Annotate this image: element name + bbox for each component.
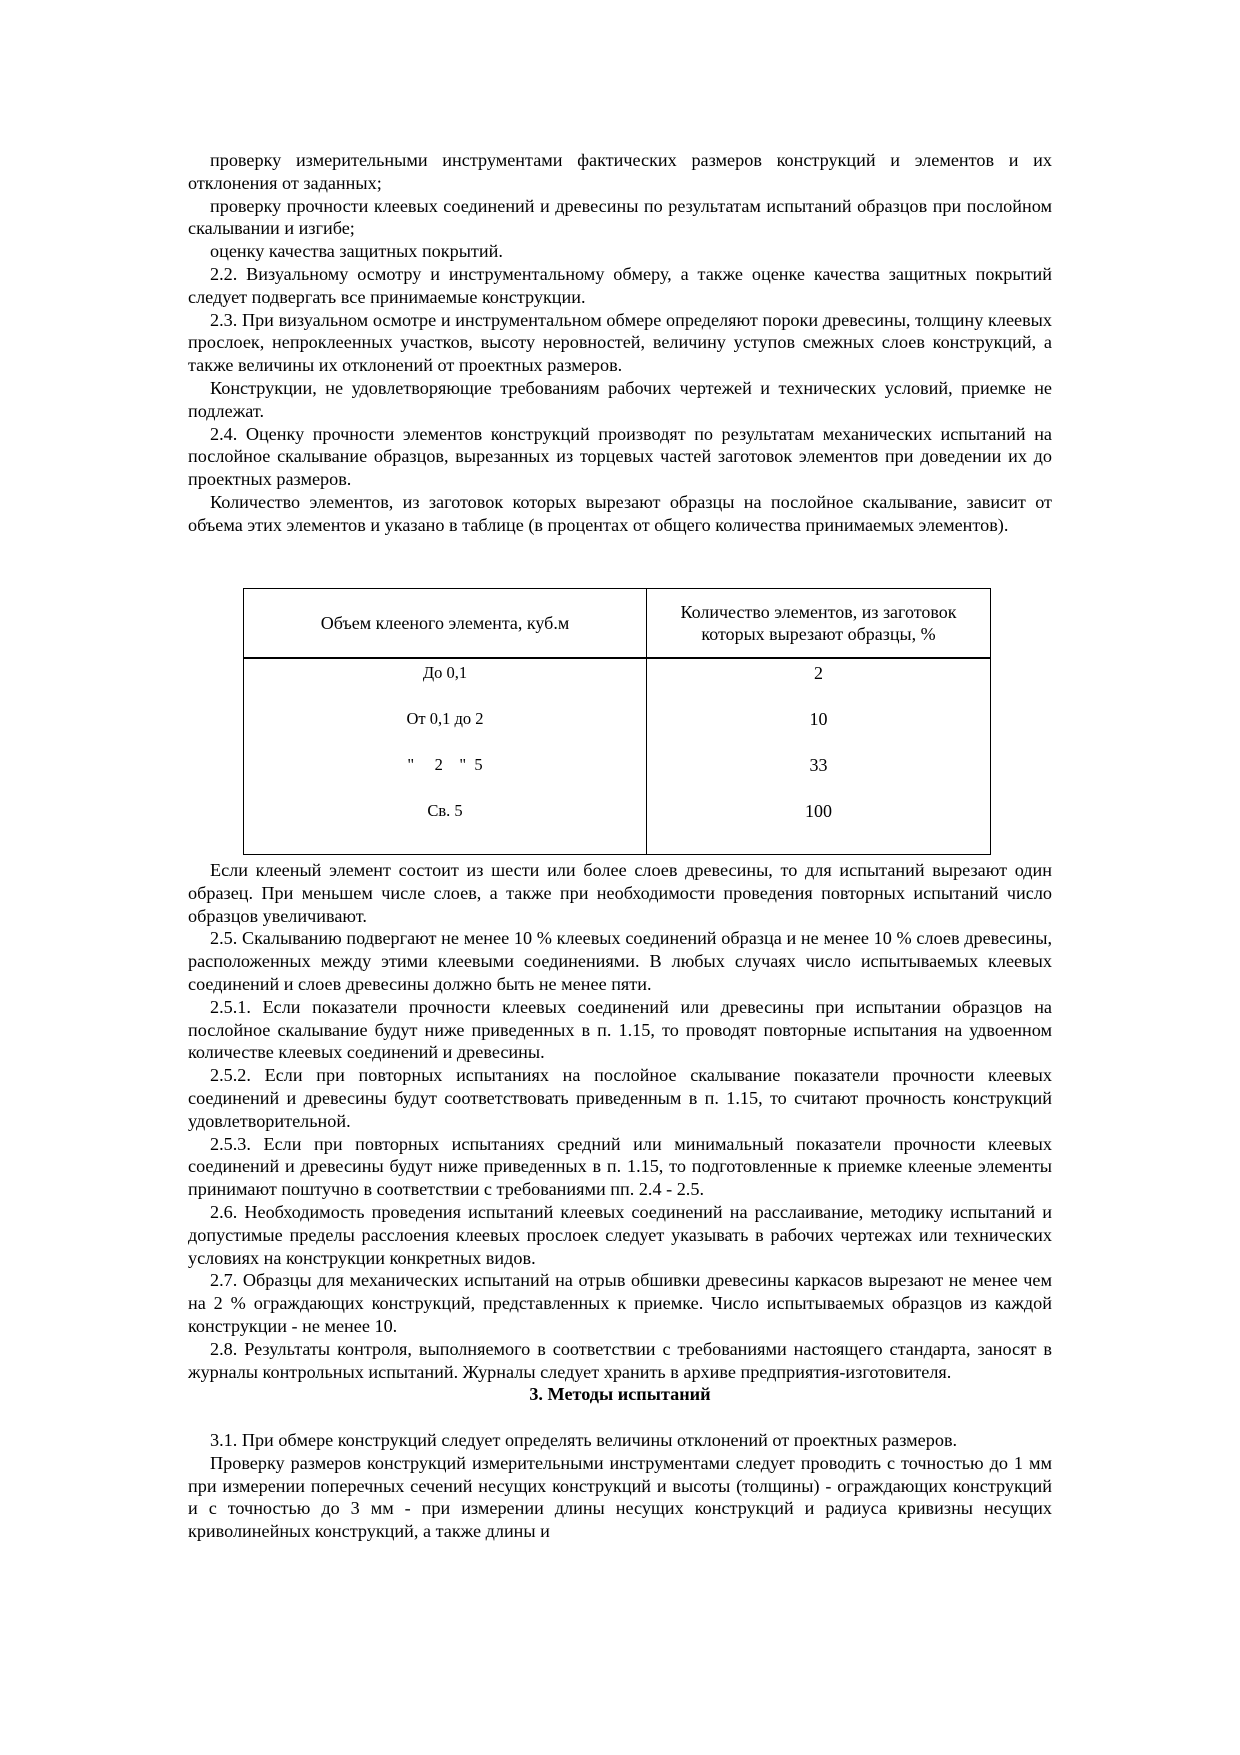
text-block-top [188, 149, 1052, 537]
paragraph: 2.5.1. Если показатели прочности клеевых соединений или древесины при испытании образцов на послойное скалывание будут ниже приведенных в п. 1.15, то проводят повторные испытания на удвоенном количестве клеевых соединений и древесины. [188, 996, 1052, 1063]
paragraph: 2.4. Оценку прочности элементов конструкций производят по результатам механических испытаний на послойное скалывание образцов, вырезанных из торцевых частей заготовок элементов при доведении их до проектных размеров. [188, 423, 1052, 490]
paragraph: Проверку размеров конструкций измерительными инструментами следует проводить с точностью до 1 мм при измерении поперечных сечений несущих конструкций и высоты (толщины) - ограждающих конструкций и с точностью до 3 мм - при измерении длины несущих конструкций и радиуса кривизны несущих криволинейных конструкций, а также длины и [188, 1452, 1052, 1542]
paragraph: Конструкции, не удовлетворяющие требованиям рабочих чертежей и технических условий, приемке не подлежат. [188, 377, 1052, 421]
table-row [244, 751, 991, 797]
table-cell: " 2 " 5 [244, 751, 647, 797]
table-cell: От 0,1 до 2 [244, 705, 647, 751]
table-cell: 33 [647, 751, 991, 797]
section-heading: 3. Методы испытаний [529, 1384, 711, 1405]
table-cell: 100 [647, 797, 991, 855]
paragraph: 2.3. При визуальном осмотре и инструментальном обмере определяют пороки древесины, толщину клеевых прослоек, непроклеенных участков, высоту неровностей, величину уступов смежных слоев конструкций, а также величины их отклонений от проектных размеров. [188, 309, 1052, 376]
table-cell: 10 [647, 705, 991, 751]
paragraph: Если клееный элемент состоит из шести или более слоев древесины, то для испытаний вырезают один образец. При меньшем числе слоев, а также при необходимости проведения повторных испытаний число образцов увеличивают. [188, 860, 1052, 926]
table-row [244, 705, 991, 751]
paragraph: 2.5. Скалыванию подвергают не менее 10 % клеевых соединений образца и не менее 10 % слоев древесины, расположенных между этими клеевыми соединениями. В любых случаях число испытываемых клеевых соединений и слоев древесины должно быть не менее пяти. [188, 928, 1052, 994]
paragraph: 2.5.2. Если при повторных испытаниях на послойное скалывание показатели прочности клеевых соединений и древесины будут соответствовать приведенным в п. 1.15, то считают прочность конструкций удовлетворительной. [188, 1065, 1052, 1131]
paragraph: 2.2. Визуальному осмотру и инструментальному обмеру, а также оценке качества защитных покрытий следует подвергать все принимаемые конструкции. [188, 263, 1052, 307]
paragraph: 2.8. Результаты контроля, выполняемого в соответствии с требованиями настоящего стандарта, заносят в журналы контрольных испытаний. Журналы следует хранить в архиве предприятия-изготовителя. [188, 1338, 1052, 1382]
table-cell: До 0,1 [244, 658, 647, 705]
paragraph: 2.5.3. Если при повторных испытаниях средний или минимальный показатели прочности клеевых соединений и древесины будут ниже приведенных в п. 1.15, то подготовленные к приемке клееные элементы принимают поштучно в соответствии с требованиями пп. 2.4 - 2.5. [188, 1133, 1052, 1200]
table-row [244, 658, 991, 705]
text-block-bottom [188, 859, 1052, 1543]
paragraph: 2.6. Необходимость проведения испытаний клеевых соединений на расслаивание, методику испытаний и допустимые пределы расслоения клеевых прослоек следует указывать в рабочих чертежах или технических условиях на конструкции конкретных видов. [188, 1201, 1052, 1268]
table-cell: 2 [647, 658, 991, 705]
table-row [244, 797, 991, 855]
paragraph: Количество элементов, из заготовок которых вырезают образцы на послойное скалывание, зависит от объема этих элементов и указано в таблице (в процентах от общего количества принимаемых элементов). [188, 491, 1052, 535]
table-header-row [244, 589, 991, 659]
sampling-table [243, 588, 991, 855]
table-header-volume: Объем клееного элемента, куб.м [244, 589, 647, 659]
paragraph: 3.1. При обмере конструкций следует определять величины отклонений от проектных размеров. [210, 1429, 958, 1450]
paragraph: оценку качества защитных покрытий. [210, 241, 503, 262]
paragraph: проверку измерительными инструментами фактических размеров конструкций и элементов и их отклонения от заданных; [188, 150, 1052, 193]
table-header-count: Количество элементов, из заготовок которых вырезают образцы, % [647, 589, 991, 659]
paragraph: 2.7. Образцы для механических испытаний на отрыв обшивки древесины каркасов вырезают не менее чем на 2 % ограждающих конструкций, представленных к приемке. Число испытываемых образцов из каждой конструкции - не менее 10. [188, 1270, 1052, 1336]
table-cell: Св. 5 [244, 797, 647, 855]
paragraph: проверку прочности клеевых соединений и древесины по результатам испытаний образцов при послойном скалывании и изгибе; [188, 195, 1052, 239]
